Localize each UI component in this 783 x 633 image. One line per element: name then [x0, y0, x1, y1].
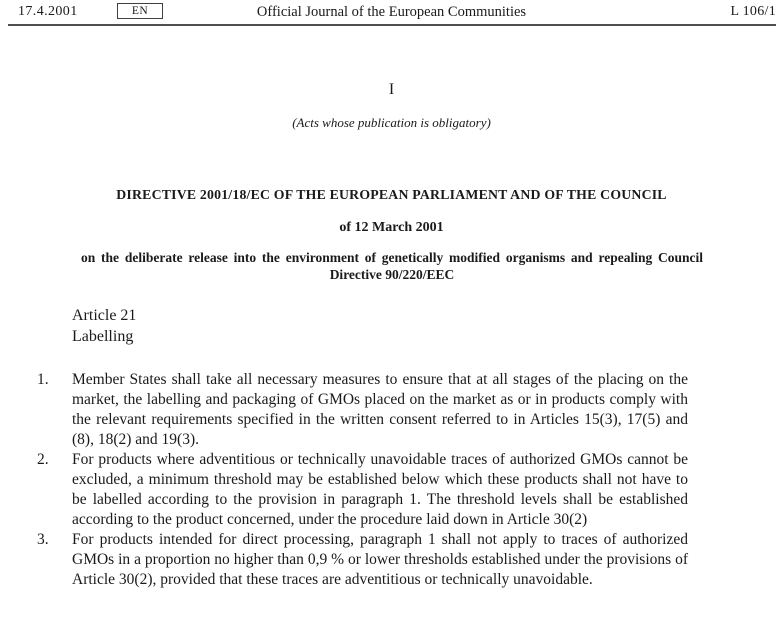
- paragraph-number: 1.: [37, 371, 49, 388]
- language-badge: EN: [117, 3, 163, 19]
- article-title: Labelling: [72, 328, 134, 345]
- header-rule: [8, 24, 776, 26]
- directive-subject: on the deliberate release into the environment of genetically modified organisms and repealing Council Directive 90/220/EEC: [81, 250, 703, 282]
- paragraph-text: For products intended for direct processing, paragraph 1 shall not apply to traces of authorized GMOs in a proportion no higher than 0,9 % or lower thresholds established under the provisions of Article 30(2), provided that these traces are adventitious or technically unavoidable.: [72, 531, 688, 588]
- paragraph-number: 3.: [37, 531, 49, 548]
- paragraph-item: [37, 450, 688, 530]
- section-numeral: I: [388, 81, 395, 98]
- directive-title: DIRECTIVE 2001/18/EC OF THE EUROPEAN PARLIAMENT AND OF THE COUNCIL: [116, 187, 667, 202]
- directive-date-line: of 12 March 2001: [339, 220, 444, 235]
- article-heading: [72, 305, 136, 347]
- paragraph-list: [37, 370, 688, 590]
- page-reference: L 106/1: [730, 4, 776, 19]
- journal-title: Official Journal of the European Communities: [256, 4, 527, 20]
- paragraph-text: For products where adventitious or technically unavoidable traces of authorized GMOs cannot be excluded, a minimum threshold may be established below which these products shall not have to be labelled according to the provision in paragraph 1. The threshold levels shall be established according to the product concerned, under the procedure laid down in Article 30(2): [72, 451, 688, 528]
- paragraph-text: Member States shall take all necessary measures to ensure that at all stages of the placing on the market, the labelling and packaging of GMOs placed on the market as or in products comply with the relevant requirements specified in the written consent referred to in Articles 15(3), 17(5) and (8), 18(2) and 19(3).: [72, 371, 688, 448]
- paragraph-number: 2.: [37, 451, 49, 468]
- acts-note: (Acts whose publication is obligatory): [292, 115, 491, 130]
- paragraph-item: [37, 530, 688, 590]
- header-date: 17.4.2001: [18, 4, 78, 19]
- article-number: Article 21: [72, 307, 137, 324]
- paragraph-item: [37, 370, 688, 450]
